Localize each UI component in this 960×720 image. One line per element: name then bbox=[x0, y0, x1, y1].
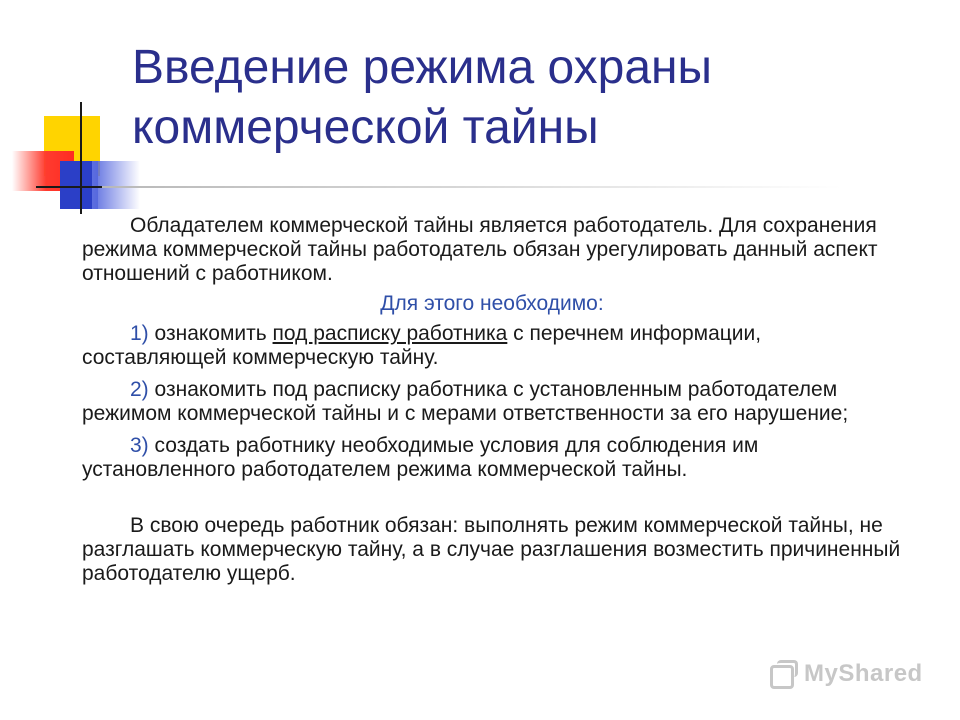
slide-title bbox=[132, 38, 912, 158]
list-item-2 bbox=[82, 378, 902, 426]
myshared-logo-icon bbox=[768, 659, 798, 689]
item-number: 2) bbox=[130, 378, 149, 401]
title-line-1: Введение режима охраны bbox=[132, 41, 713, 94]
slide-body bbox=[82, 214, 902, 586]
watermark bbox=[768, 654, 928, 694]
list-item-3 bbox=[82, 434, 902, 482]
final-paragraph: В свою очередь работник обязан: выполнять режим коммерческой тайны, не разглашать коммерческую тайну, а в случае разглашения возместить причиненный работодателю ущерб. bbox=[82, 514, 901, 585]
item-underlined-text: под расписку работника bbox=[272, 322, 508, 345]
title-line-2: коммерческой тайны bbox=[132, 101, 599, 154]
watermark-text: MyShared bbox=[804, 660, 923, 687]
deco-blue-fade bbox=[92, 161, 140, 209]
title-divider bbox=[102, 186, 842, 188]
list-item-1 bbox=[82, 322, 902, 370]
item-text: создать работнику необходимые условия для соблюдения им установленного работодателем режима коммерческой тайны. bbox=[82, 434, 759, 481]
decorative-logo-block bbox=[0, 0, 140, 230]
intro-paragraph: Обладателем коммерческой тайны является работодатель. Для сохранения режима коммерческой тайны работодатель обязан урегулировать данный аспект отношений с работником. bbox=[82, 214, 878, 285]
deco-vertical-line bbox=[80, 102, 82, 214]
item-text-before: ознакомить bbox=[148, 322, 273, 345]
item-text-after: с перечнем информации, составляющей коммерческую тайну. bbox=[82, 322, 762, 369]
item-number: 1) bbox=[130, 322, 149, 345]
subheading: Для этого необходимо: bbox=[380, 292, 604, 315]
item-text: ознакомить под расписку работника с установленным работодателем режимом коммерческой тайны и с мерами ответственности за его нарушение; bbox=[82, 378, 849, 425]
item-number: 3) bbox=[130, 434, 149, 457]
